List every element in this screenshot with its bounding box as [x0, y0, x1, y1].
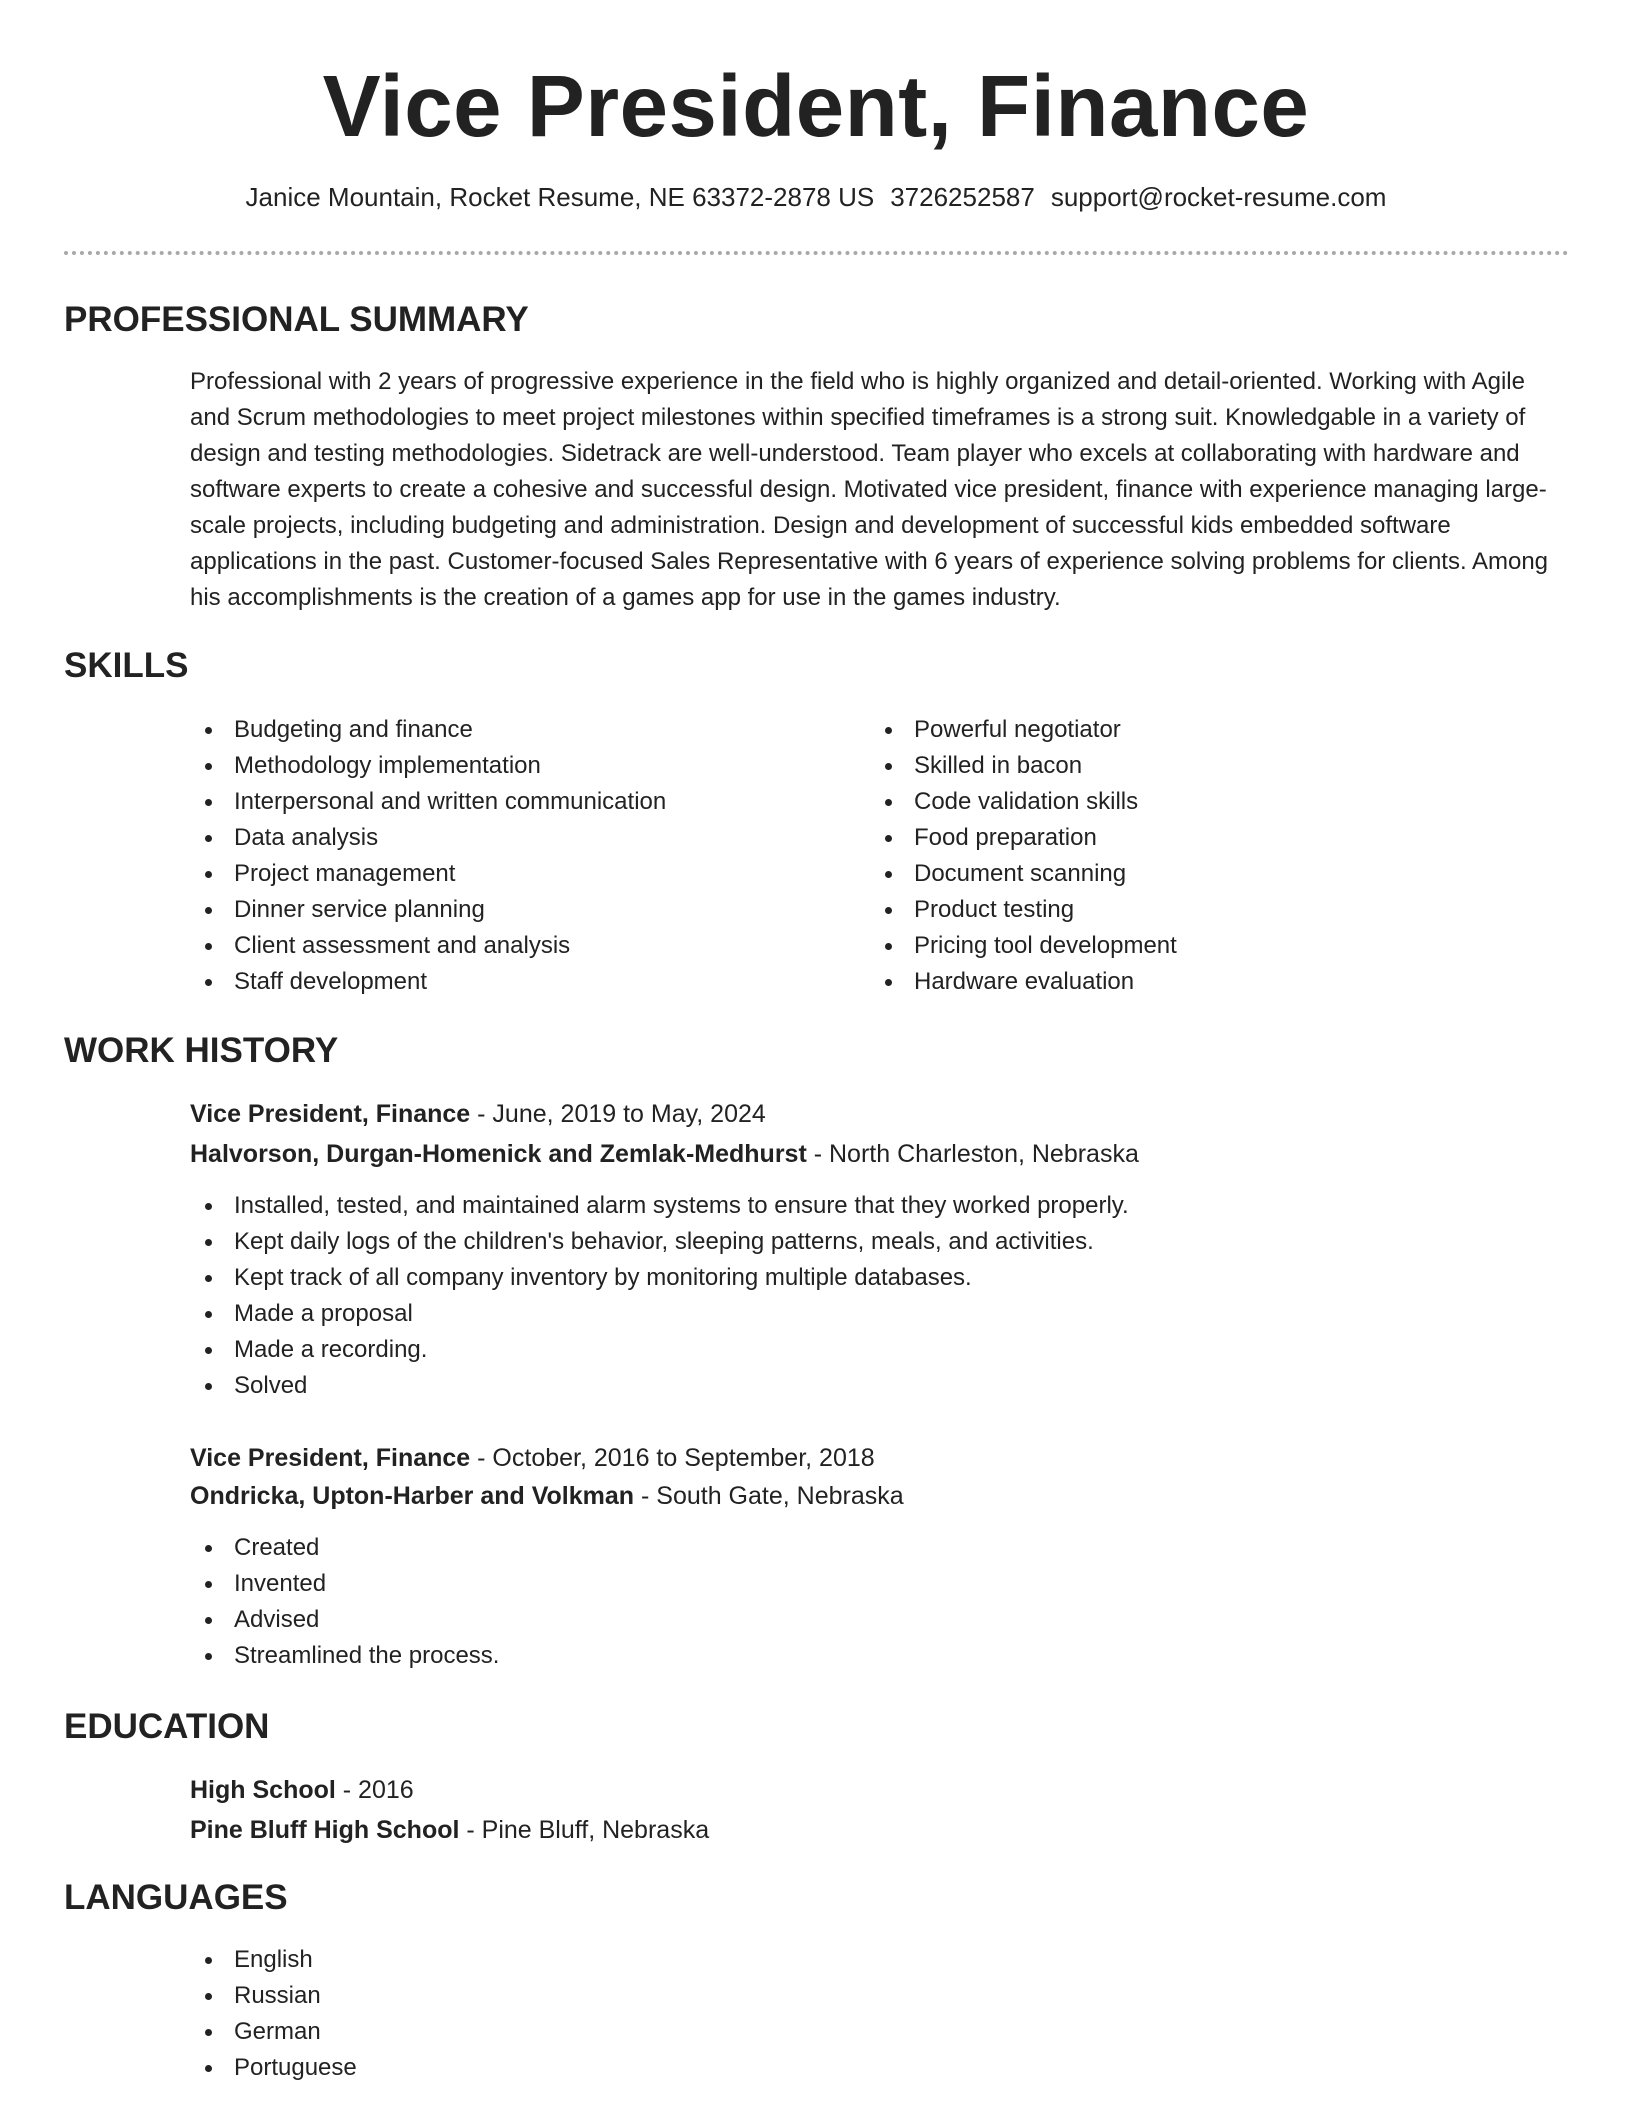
- education-heading: EDUCATION: [64, 1707, 270, 1746]
- job-title: Vice President, Finance: [190, 1100, 471, 1128]
- contact-email: support@rocket-resume.com: [1050, 182, 1387, 212]
- job-company-line: [190, 1136, 1139, 1172]
- skills-list-right: [870, 712, 1177, 1000]
- education-degree: High School: [190, 1776, 336, 1804]
- language-item: Portuguese: [190, 2050, 357, 2086]
- header-divider: [64, 251, 1569, 255]
- job-bullet: Installed, tested, and maintained alarm systems to ensure that they worked properly.: [190, 1188, 1129, 1224]
- job-location: - North Charleston, Nebraska: [806, 1140, 1139, 1168]
- skill-item: Hardware evaluation: [870, 964, 1177, 1000]
- job-location: - South Gate, Nebraska: [634, 1482, 904, 1510]
- skill-item: Pricing tool development: [870, 928, 1177, 964]
- skill-item: Budgeting and finance: [190, 712, 666, 748]
- skill-item: Dinner service planning: [190, 892, 666, 928]
- job-bullet: Kept track of all company inventory by monitoring multiple databases.: [190, 1260, 1129, 1296]
- language-item: Russian: [190, 1978, 357, 2014]
- skill-item: Staff development: [190, 964, 666, 1000]
- job-bullet: Created: [190, 1530, 499, 1566]
- resume-title: Vice President, Finance: [322, 58, 1310, 155]
- summary-text: Professional with 2 years of progressive experience in the field who is highly organized and detail-oriented. Working with Agile and Scrum methodologies to meet project milestones within specified timeframes is a strong suit. Knowledgable in a variety of design and testing methodologies. Sidetrack are well-understood. Team player who excels at collaborating with hardware and software experts to create a cohesive and successful design. Motivated vice president, finance with experience managing large-scale projects, including budgeting and administration. Design and development of successful kids embedded software applications in the past. Customer-focused Sales Representative with 6 years of experience solving problems for clients. Among his accomplishments is the creation of a games app for use in the games industry.: [190, 368, 1549, 611]
- job-bullet: Invented: [190, 1566, 499, 1602]
- education-school: Pine Bluff High School: [190, 1816, 460, 1844]
- job-company: Ondricka, Upton-Harber and Volkman: [190, 1482, 635, 1510]
- job-bullet: Made a proposal: [190, 1296, 1129, 1332]
- job-bullets: [190, 1530, 499, 1674]
- job-title: Vice President, Finance: [190, 1444, 471, 1472]
- contact-phone: 3726252587: [890, 182, 1035, 212]
- skill-item: Powerful negotiator: [870, 712, 1177, 748]
- job-dates: - June, 2019 to May, 2024: [470, 1100, 766, 1128]
- job-bullet: Kept daily logs of the children's behavior, sleeping patterns, meals, and activities.: [190, 1224, 1129, 1260]
- languages-list: [190, 1942, 357, 2086]
- languages-heading: LANGUAGES: [64, 1878, 288, 1917]
- language-item: English: [190, 1942, 357, 1978]
- job-dates: - October, 2016 to September, 2018: [470, 1444, 875, 1472]
- job-title-line: [190, 1096, 766, 1132]
- skill-item: Document scanning: [870, 856, 1177, 892]
- job-bullet: Streamlined the process.: [190, 1638, 499, 1674]
- education-school-line: [190, 1812, 709, 1848]
- skill-item: Interpersonal and written communication: [190, 784, 666, 820]
- skill-item: Data analysis: [190, 820, 666, 856]
- education-location: - Pine Bluff, Nebraska: [459, 1816, 710, 1844]
- skill-item: Project management: [190, 856, 666, 892]
- job-bullet: Advised: [190, 1602, 499, 1638]
- skills-list-left: [190, 712, 666, 1000]
- skill-item: Methodology implementation: [190, 748, 666, 784]
- contact-line: [0, 180, 1632, 214]
- job-bullets: [190, 1188, 1129, 1404]
- contact-address: Janice Mountain, Rocket Resume, NE 63372-2878 US: [245, 182, 875, 212]
- work-history-heading: WORK HISTORY: [64, 1031, 339, 1070]
- job-bullet: Solved: [190, 1368, 1129, 1404]
- education-degree-line: [190, 1772, 414, 1808]
- summary-heading: PROFESSIONAL SUMMARY: [64, 300, 529, 339]
- job-company-line: [190, 1478, 904, 1514]
- skill-item: Product testing: [870, 892, 1177, 928]
- language-item: German: [190, 2014, 357, 2050]
- skill-item: Code validation skills: [870, 784, 1177, 820]
- job-company: Halvorson, Durgan-Homenick and Zemlak-Medhurst: [190, 1140, 807, 1168]
- skill-item: Skilled in bacon: [870, 748, 1177, 784]
- education-year: - 2016: [335, 1776, 414, 1804]
- skill-item: Food preparation: [870, 820, 1177, 856]
- skills-heading: SKILLS: [64, 646, 189, 685]
- skill-item: Client assessment and analysis: [190, 928, 666, 964]
- job-title-line: [190, 1440, 875, 1476]
- job-bullet: Made a recording.: [190, 1332, 1129, 1368]
